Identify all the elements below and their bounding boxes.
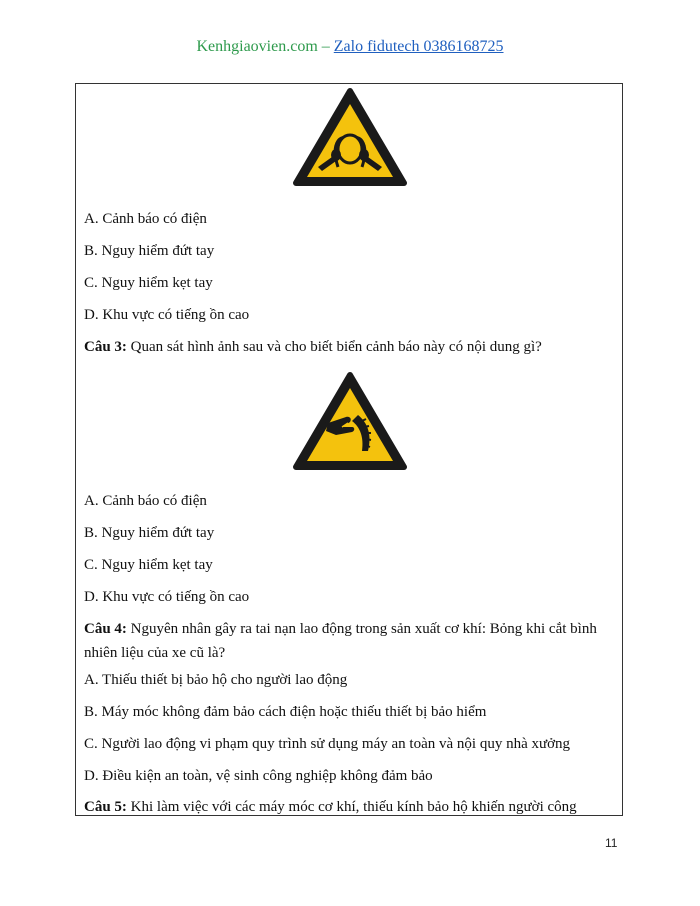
q4-option-a: A. Thiếu thiết bị bảo hộ cho người lao động <box>84 672 348 688</box>
noise-warning-sign <box>76 87 624 187</box>
question-frame <box>75 83 623 816</box>
option-d: D. Khu vực có tiếng ồn cao <box>84 307 250 323</box>
option-b: B. Nguy hiểm đứt tay <box>84 243 215 259</box>
question-3-text: Quan sát hình ảnh sau và cho biết biển cảnh báo này có nội dung gì? <box>126 339 542 355</box>
page-number: 11 <box>605 836 618 850</box>
option-a: A. Cảnh báo có điện <box>84 211 207 227</box>
question-5 <box>84 796 619 818</box>
q4-option-c: C. Người lao động vi phạm quy trình sử dụng máy an toàn và nội quy nhà xưởng <box>84 736 571 752</box>
question-3-label: Câu 3: <box>84 339 127 355</box>
q3-option-a: A. Cảnh báo có điện <box>84 493 207 509</box>
question-5-text: Khi làm việc với các máy móc cơ khí, thiếu kính bảo hộ khiến người công <box>126 799 577 815</box>
q3-option-b: B. Nguy hiểm đứt tay <box>84 525 215 541</box>
header-separator: – <box>317 38 334 55</box>
q4-option-b: B. Máy móc không đảm bảo cách điện hoặc thiếu thiết bị bảo hiểm <box>84 704 487 720</box>
q4-option-d: D. Điều kiện an toàn, vệ sinh công nghiệp không đảm bảo <box>84 768 433 784</box>
q3-option-c: C. Nguy hiểm kẹt tay <box>84 557 213 573</box>
option-c: C. Nguy hiểm kẹt tay <box>84 275 213 291</box>
question-4-label: Câu 4: <box>84 621 127 637</box>
page-header <box>0 38 700 56</box>
cut-hazard-sign-icon <box>292 371 408 471</box>
question-4-text: Nguyên nhân gây ra tai nạn lao động trong sản xuất cơ khí: Bỏng khi cắt bình nhiên liệu của xe cũ là? <box>84 621 597 661</box>
q3-option-d: D. Khu vực có tiếng ồn cao <box>84 589 250 605</box>
question-3 <box>84 336 619 358</box>
question-5-label: Câu 5: <box>84 799 127 815</box>
question-4 <box>84 617 619 665</box>
cut-hazard-sign <box>76 371 624 471</box>
zalo-contact-link[interactable]: Zalo fidutech 0386168725 <box>333 38 504 55</box>
noise-warning-sign-icon <box>292 87 408 187</box>
site-name[interactable]: Kenhgiaovien.com <box>196 38 318 55</box>
